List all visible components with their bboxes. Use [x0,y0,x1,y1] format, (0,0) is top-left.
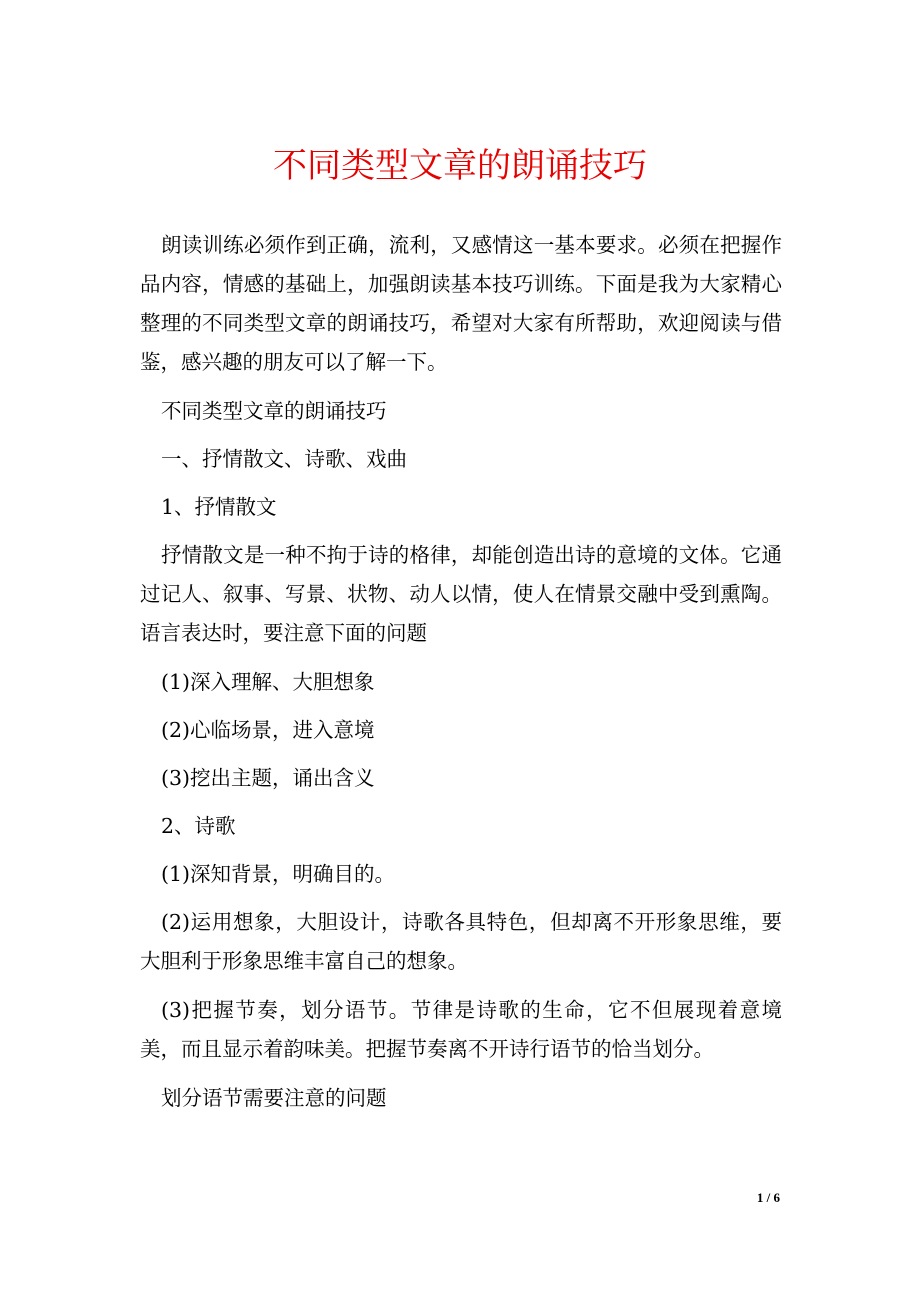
list-item: (1)深知背景，明确目的。 [161,862,396,886]
section-heading-1: 一、抒情散文、诗歌、戏曲 [161,447,407,471]
paragraph-heading: 不同类型文章的朗诵技巧 [161,399,387,423]
list-item: (2)心临场景，进入意境 [161,718,375,742]
list-item: (1)深入理解、大胆想象 [161,670,375,694]
list-item: (3)把握节奏，划分语节。节律是诗歌的生命，它不但展现着意境美，而且显示着韵味美。把握节奏离不开诗行语节的恰当划分。 [140,998,782,1061]
document-body [140,226,782,1127]
list-item: (2)运用想象，大胆设计，诗歌各具特色，但却离不开形象思维，要大胆利于形象思维丰富自己的想象。 [140,910,782,973]
paragraph-intro: 朗读训练必须作到正确，流利，又感情这一基本要求。必须在把握作品内容，情感的基础上，加强朗读基本技巧训练。下面是我为大家精心整理的不同类型文章的朗诵技巧，希望对大家有所帮助，欢迎阅读与借鉴，感兴趣的朋友可以了解一下。 [140,233,782,374]
paragraph-closing: 划分语节需要注意的问题 [161,1086,387,1110]
subsection-heading-poetry: 2、诗歌 [161,814,236,838]
subsection-heading-prose: 1、抒情散文 [161,495,277,519]
list-item: (3)挖出主题，诵出含义 [161,766,375,790]
paragraph-prose-description: 抒情散文是一种不拘于诗的格律，却能创造出诗的意境的文体。它通过记人、叙事、写景、状物、动人以情，使人在情景交融中受到熏陶。语言表达时，要注意下面的问题 [140,543,782,645]
page-number: 1 / 6 [756,1190,780,1205]
document-title: 不同类型文章的朗诵技巧 [273,146,647,186]
